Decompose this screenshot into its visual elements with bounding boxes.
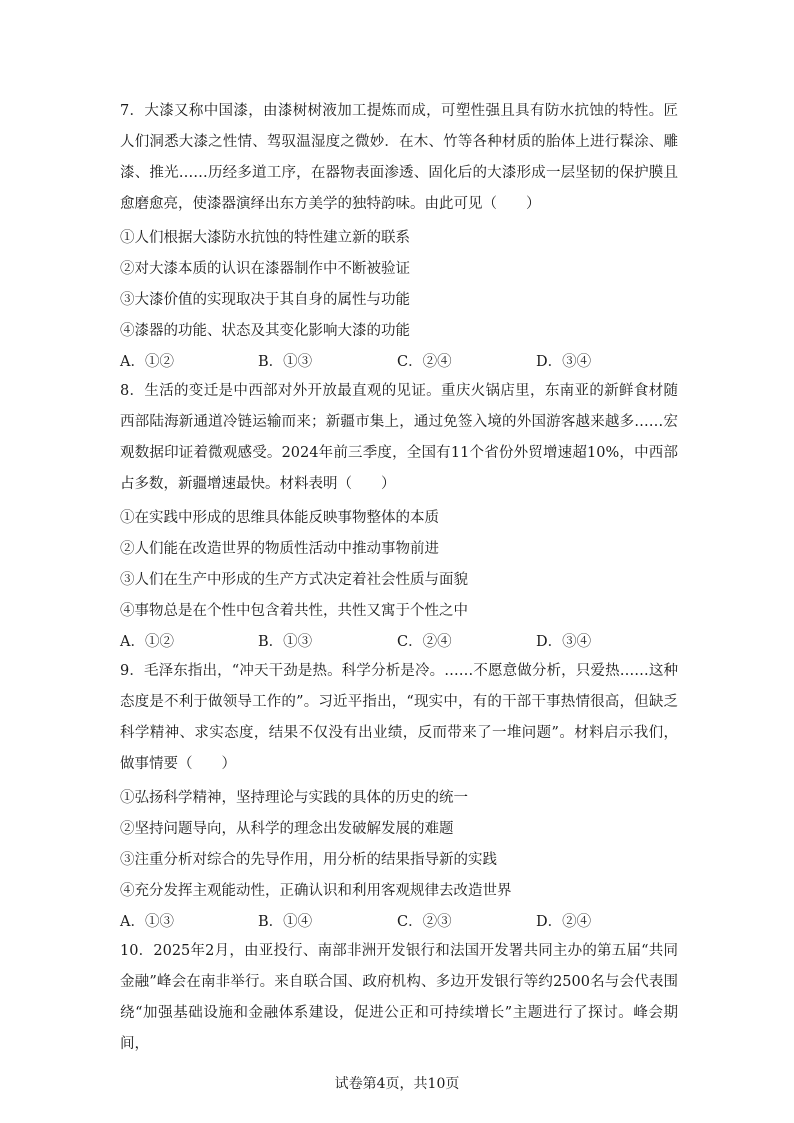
question-9-option-d: D．②④ — [536, 914, 592, 930]
question-7-option-c: C．②④ — [397, 354, 452, 370]
question-8-option-b: B．①③ — [258, 634, 313, 650]
question-8-option-a: A．①② — [120, 634, 174, 650]
question-9-item-4: ④充分发挥主观能动性，正确认识和利用客观规律去改造世界 — [120, 883, 512, 899]
question-8-stem: 8．生活的变迁是中西部对外开放最直观的见证。重庆火锅店里，东南亚的新鲜食材随西部陆海新通道冷链运输而来；新疆市集上，通过免签入境的外国游客越来越多……宏观数据印证着微观感受。2024年前三季度，全国有11个省份外贸增速超10%，中西部占多数，新疆增速最快。材料表明（ ） — [120, 383, 678, 492]
question-7-option-a: A．①② — [120, 354, 174, 370]
question-10-stem: 10．2025年2月，由亚投行、南部非洲开发银行和法国开发署共同主办的第五届“共同金融”峰会在南非举行。来自联合国、政府机构、多边开发银行等约2500名与会代表围绕“加强基础设施和金融体系建设，促进公正和可持续增长”主题进行了探讨。峰会期间， — [120, 943, 678, 1052]
question-8-item-2: ②人们能在改造世界的物质性活动中推动事物前进 — [120, 541, 439, 557]
question-7-item-4: ④漆器的功能、状态及其变化影响大漆的功能 — [120, 323, 410, 339]
question-7-item-2: ②对大漆本质的认识在漆器制作中不断被验证 — [120, 261, 410, 277]
question-9-item-1: ①弘扬科学精神，坚持理论与实践的具体的历史的统一 — [120, 790, 468, 806]
page-footer: 试卷第4页，共10页 — [334, 1076, 460, 1092]
question-7-item-1: ①人们根据大漆防水抗蚀的特性建立新的联系 — [120, 230, 410, 246]
question-7-options — [120, 352, 680, 372]
question-7-option-b: B．①③ — [258, 354, 313, 370]
question-9-item-2: ②坚持问题导向，从科学的理念出发破解发展的难题 — [120, 821, 454, 837]
question-8-option-d: D．③④ — [536, 634, 592, 650]
question-8-option-c: C．②④ — [397, 634, 452, 650]
question-9-option-a: A．①③ — [120, 914, 174, 930]
question-8-item-3: ③人们在生产中形成的生产方式决定着社会性质与面貌 — [120, 572, 468, 588]
question-8-item-1: ①在实践中形成的思维具体能反映事物整体的本质 — [120, 510, 439, 526]
question-7-option-d: D．③④ — [536, 354, 592, 370]
question-9-options — [120, 912, 680, 932]
question-9-option-c: C．②③ — [397, 914, 452, 930]
question-9-stem: 9．毛泽东指出，“冲天干劲是热。科学分析是冷。……不愿意做分析，只爱热……这种态度是不利于做领导工作的”。习近平指出，“现实中，有的干部干事热情很高，但缺乏科学精神、求实态度，结果不仅没有出业绩，反而带来了一堆问题”。材料启示我们，做事情要（ ） — [120, 663, 678, 772]
question-9-item-3: ③注重分析对综合的先导作用，用分析的结果指导新的实践 — [120, 852, 497, 868]
question-7-item-3: ③大漆价值的实现取决于其自身的属性与功能 — [120, 292, 410, 308]
question-9-option-b: B．①④ — [258, 914, 313, 930]
question-8-options — [120, 632, 680, 652]
question-8-item-4: ④事物总是在个性中包含着共性，共性又寓于个性之中 — [120, 603, 468, 619]
question-7-stem: 7．大漆又称中国漆，由漆树树液加工提炼而成，可塑性强且具有防水抗蚀的特性。匠人们洞悉大漆之性情、驾驭温湿度之微妙．在木、竹等各种材质的胎体上进行髹涂、雕漆、推光……历经多道工序，在器物表面渗透、固化后的大漆形成一层坚韧的保护膜且愈磨愈亮，使漆器演绎出东方美学的独特韵味。由此可见（ ） — [120, 103, 678, 212]
